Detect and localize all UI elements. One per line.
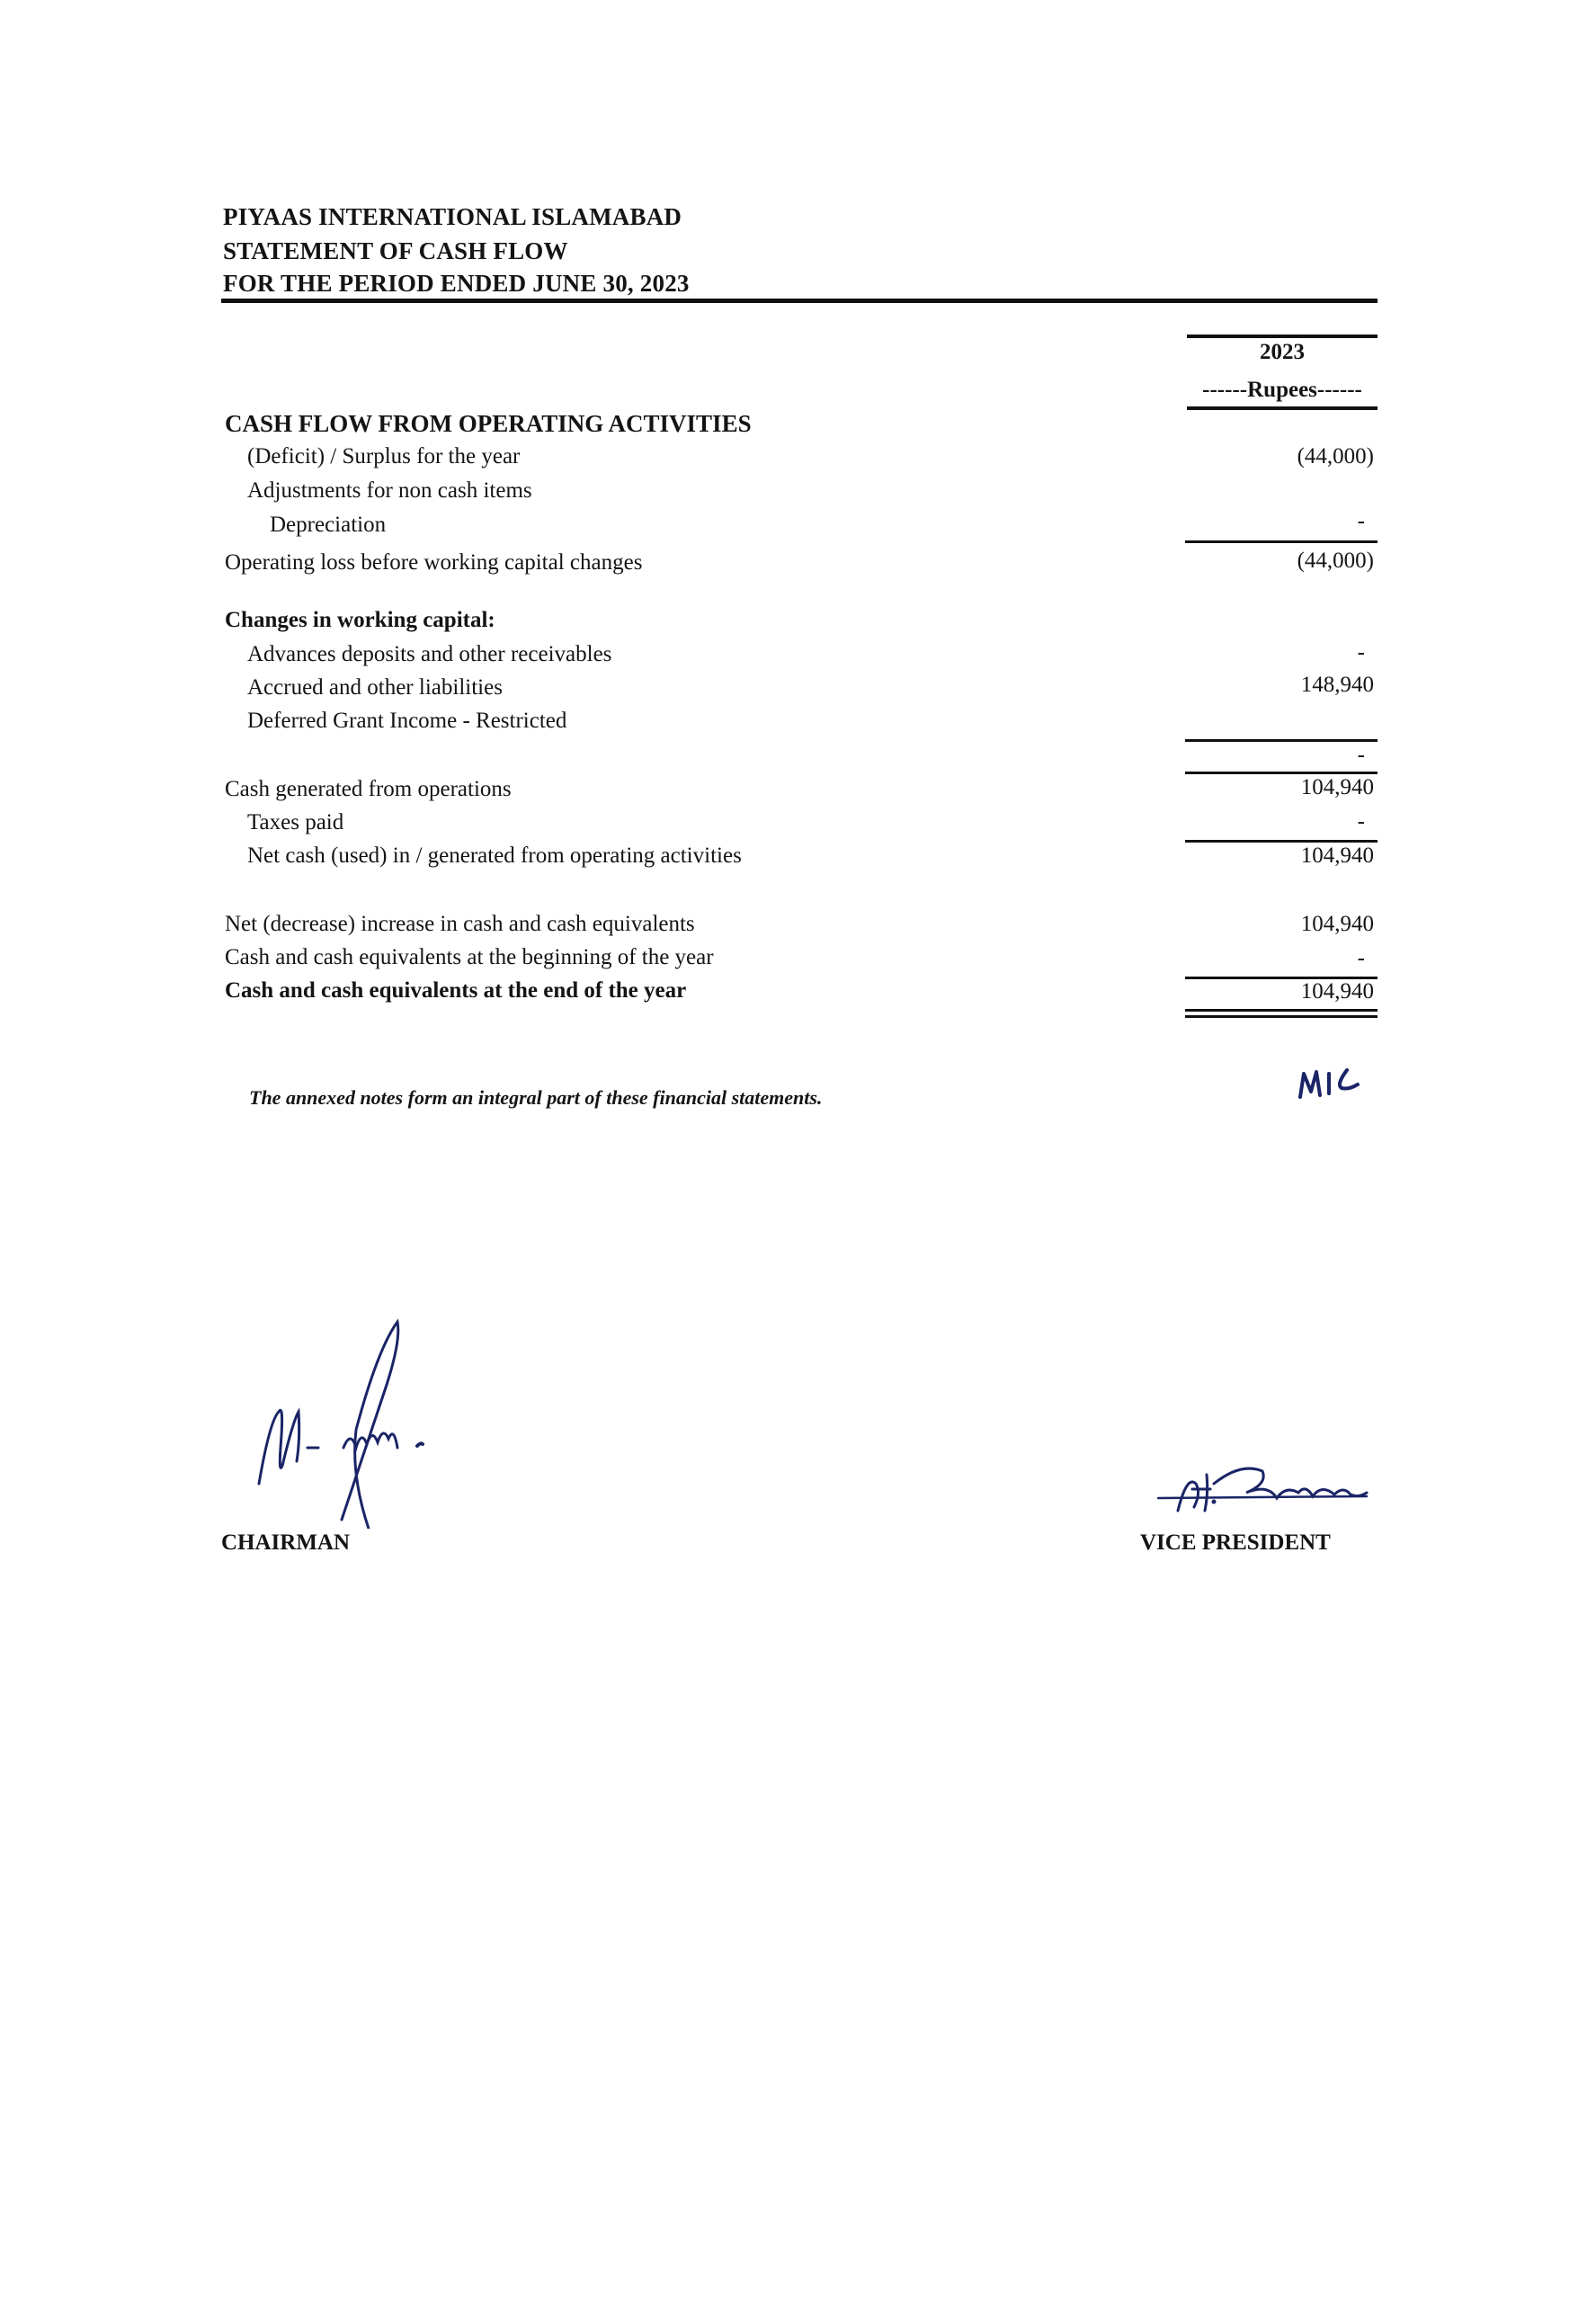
amount-net-cash-operating: 104,940 (1300, 843, 1374, 868)
vice-president-signature (1151, 1457, 1376, 1533)
header-rule (221, 299, 1378, 303)
row-label-net-cash-operating: Net cash (used) in / generated from operating activities (247, 843, 742, 868)
row-label-cash-beginning: Cash and cash equivalents at the beginning of the year (225, 945, 714, 969)
initials-mark (1295, 1061, 1367, 1111)
row-label-adjustments: Adjustments for non cash items (247, 478, 532, 503)
double-rule-bottom (1185, 1015, 1378, 1018)
column-unit: ------Rupees------ (1202, 378, 1362, 402)
row-label-deficit-surplus: (Deficit) / Surplus for the year (247, 444, 521, 468)
subtotal-rule (1185, 772, 1378, 774)
double-rule-top (1185, 1009, 1378, 1012)
row-label-cash-generated: Cash generated from operations (225, 777, 512, 801)
amount-deficit-surplus: (44,000) (1297, 444, 1374, 468)
column-year: 2023 (1260, 340, 1305, 364)
row-label-deferred-grant: Deferred Grant Income - Restricted (247, 709, 567, 733)
period-label: FOR THE PERIOD ENDED JUNE 30, 2023 (223, 270, 690, 297)
amount-deferred-grant: - (1357, 743, 1365, 767)
chairman-label: CHAIRMAN (221, 1530, 351, 1555)
statement-title: STATEMENT OF CASH FLOW (223, 237, 568, 264)
chairman-signature (243, 1313, 477, 1533)
column-bottom-rule (1187, 406, 1378, 410)
amount-depreciation: - (1357, 509, 1365, 533)
subtotal-rule (1185, 840, 1378, 843)
organization-name: PIYAAS INTERNATIONAL ISLAMABAD (223, 203, 682, 230)
initials-handwriting (1295, 1061, 1367, 1106)
amount-operating-loss: (44,000) (1297, 549, 1374, 573)
section-heading-working-capital: Changes in working capital: (225, 608, 495, 632)
amount-cash-generated: 104,940 (1300, 775, 1374, 799)
row-label-advances: Advances deposits and other receivables (247, 642, 612, 666)
amount-taxes-paid: - (1357, 809, 1365, 834)
row-label-accrued-liabilities: Accrued and other liabilities (247, 675, 503, 700)
column-top-rule (1187, 335, 1378, 338)
amount-net-increase: 104,940 (1300, 912, 1374, 936)
vice-president-label: VICE PRESIDENT (1140, 1530, 1331, 1555)
subtotal-rule (1185, 540, 1378, 543)
row-label-taxes-paid: Taxes paid (247, 810, 344, 834)
row-label-depreciation: Depreciation (270, 513, 387, 537)
row-label-operating-loss: Operating loss before working capital changes (225, 550, 643, 575)
chairman-signature-stroke (243, 1313, 477, 1529)
subtotal-rule (1185, 739, 1378, 742)
vice-president-signature-stroke (1151, 1457, 1376, 1529)
row-label-net-increase: Net (decrease) increase in cash and cash equivalents (225, 912, 695, 936)
amount-cash-end: 104,940 (1300, 979, 1374, 1004)
amount-accrued-liabilities: 148,940 (1300, 673, 1374, 697)
footer-note: The annexed notes form an integral part of these financial statements. (249, 1086, 823, 1109)
amount-advances: - (1357, 640, 1365, 665)
section-heading-operating: CASH FLOW FROM OPERATING ACTIVITIES (225, 410, 752, 437)
amount-cash-beginning: - (1357, 946, 1365, 970)
row-label-cash-end: Cash and cash equivalents at the end of the year (225, 978, 687, 1003)
